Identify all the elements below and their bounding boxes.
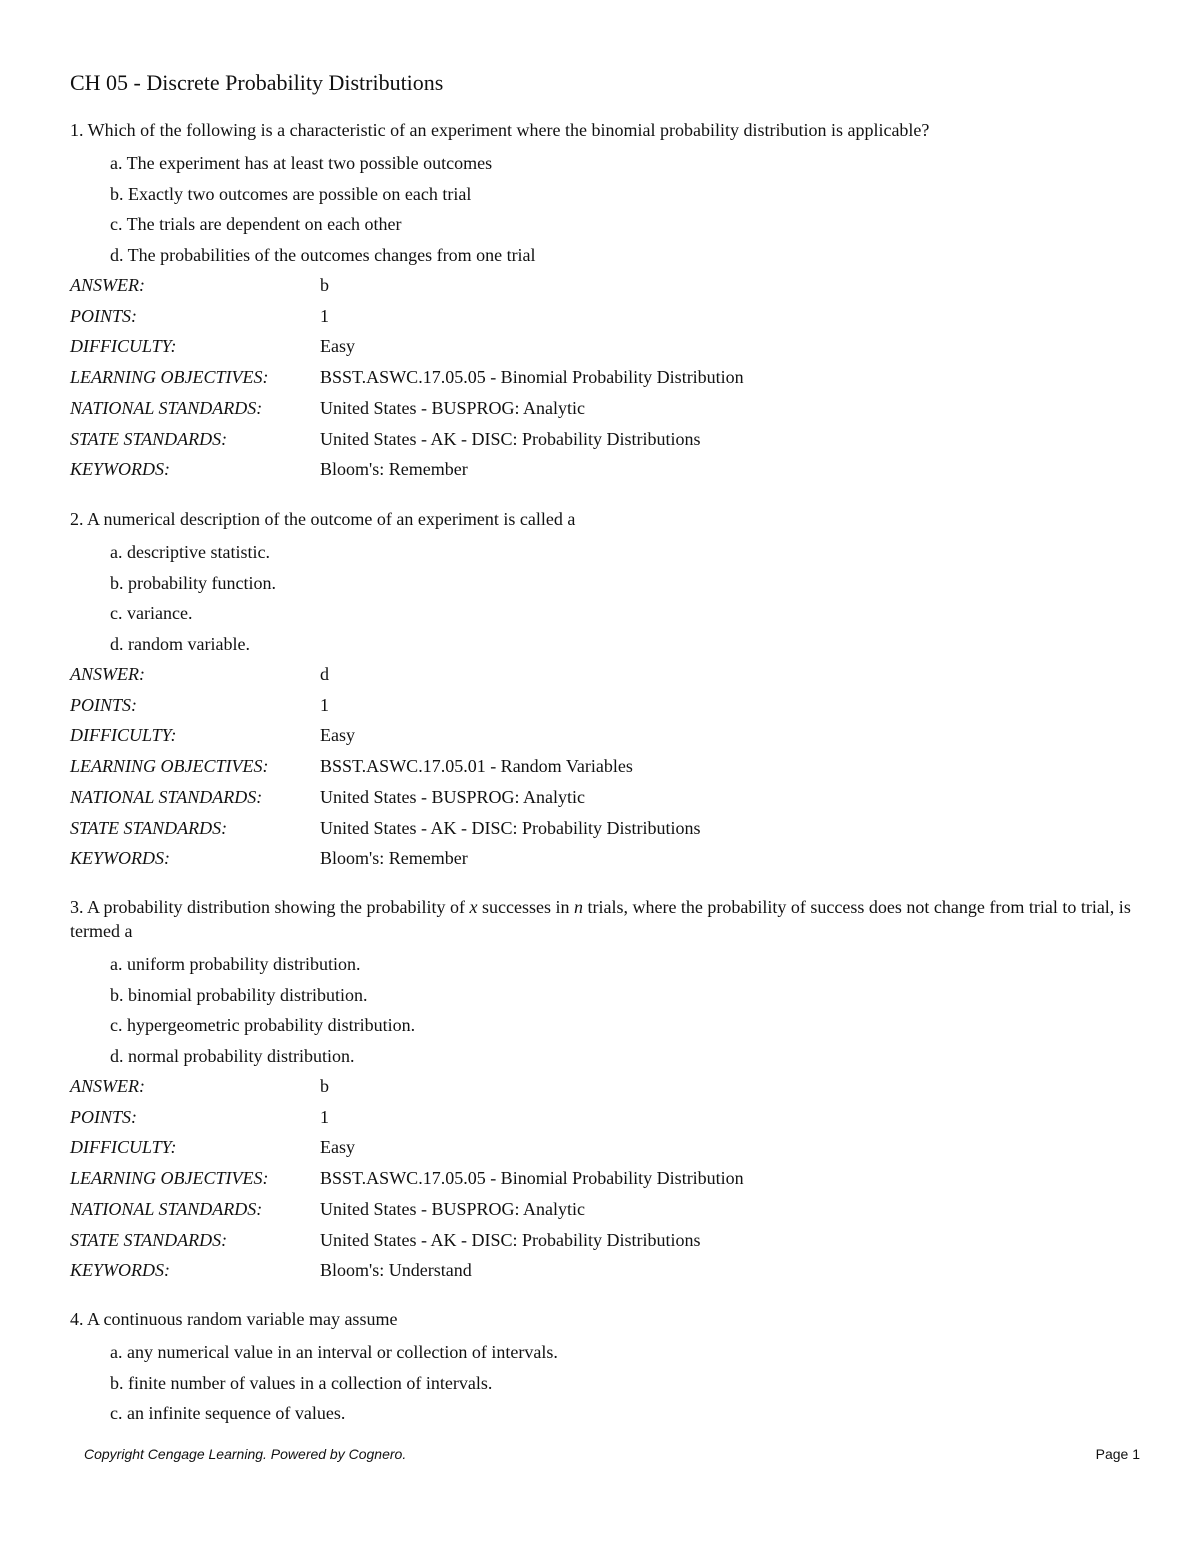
meta-label: POINTS:	[70, 305, 137, 326]
meta-value: United States - BUSPROG: Analytic	[320, 1198, 585, 1219]
choice-a: a. The experiment has at least two possible outcomes	[110, 153, 493, 173]
meta-state-standards	[70, 1225, 1140, 1256]
question-metadata	[70, 270, 1140, 485]
question-4	[70, 1307, 1140, 1429]
meta-value: Easy	[320, 336, 355, 357]
meta-value: Easy	[320, 1137, 355, 1158]
meta-label: POINTS:	[70, 694, 137, 715]
meta-label: STATE STANDARDS:	[70, 817, 228, 838]
choice-d: d. random variable.	[110, 633, 250, 654]
question-2	[70, 507, 1140, 874]
meta-value: d	[320, 664, 329, 684]
meta-label: LEARNING OBJECTIVES:	[70, 367, 269, 388]
meta-label: STATE STANDARDS:	[70, 1229, 228, 1250]
copyright-text: Copyright Cengage Learning. Powered by Cognero.	[84, 1446, 407, 1462]
meta-points	[70, 301, 1140, 332]
choice-c: c. The trials are dependent on each other	[110, 214, 402, 234]
meta-label: LEARNING OBJECTIVES:	[70, 1168, 269, 1189]
meta-value: Bloom's: Understand	[320, 1260, 472, 1281]
stem-text: trials, where the probability of success does not change from trial to trial, is termed a	[70, 897, 1131, 941]
meta-label: NATIONAL STANDARDS:	[70, 786, 263, 807]
choice-a: a. any numerical value in an interval or collection of intervals.	[110, 1342, 558, 1362]
choice-list	[70, 949, 1140, 1071]
meta-keywords	[70, 454, 1140, 485]
meta-value: United States - AK - DISC: Probability Distributions	[320, 428, 701, 449]
choice-d: d. The probabilities of the outcomes changes from one trial	[110, 244, 536, 265]
meta-value: 1	[320, 694, 329, 715]
meta-value: 1	[320, 1106, 329, 1127]
meta-value: BSST.ASWC.17.05.01 - Random Variables	[320, 756, 633, 777]
choice-c: c. hypergeometric probability distribution.	[110, 1015, 416, 1035]
meta-value: Bloom's: Remember	[320, 459, 468, 480]
document-title: CH 05 - Discrete Probability Distributions	[70, 70, 444, 95]
meta-keywords	[70, 1255, 1140, 1286]
question-stem	[70, 895, 1140, 943]
choice-b: b. finite number of values in a collection of intervals.	[110, 1372, 493, 1393]
meta-label: KEYWORDS:	[70, 1260, 170, 1281]
choice-list	[70, 148, 1140, 270]
meta-difficulty	[70, 720, 1140, 751]
question-stem: 1. Which of the following is a characteristic of an experiment where the binomial probability distribution is applicable?	[70, 120, 930, 140]
meta-answer	[70, 659, 1140, 690]
meta-value: Bloom's: Remember	[320, 848, 468, 869]
question-stem: 4. A continuous random variable may assume	[70, 1309, 398, 1329]
meta-national-standards	[70, 1194, 1140, 1225]
meta-value: United States - AK - DISC: Probability Distributions	[320, 817, 701, 838]
question-stem: 2. A numerical description of the outcome of an experiment is called a	[70, 509, 576, 529]
meta-label: STATE STANDARDS:	[70, 428, 228, 449]
question-metadata	[70, 1071, 1140, 1286]
meta-label: ANSWER:	[70, 1076, 145, 1096]
page-footer	[84, 1446, 1140, 1462]
meta-value: United States - BUSPROG: Analytic	[320, 397, 585, 418]
meta-value: United States - AK - DISC: Probability Distributions	[320, 1229, 701, 1250]
choice-list	[70, 1337, 1140, 1429]
meta-value: United States - BUSPROG: Analytic	[320, 786, 585, 807]
meta-label: DIFFICULTY:	[70, 725, 177, 746]
meta-national-standards	[70, 393, 1140, 424]
meta-value: Easy	[320, 725, 355, 746]
question-3	[70, 895, 1140, 1286]
meta-value: b	[320, 1076, 329, 1096]
meta-state-standards	[70, 424, 1140, 455]
variable-n: n	[573, 897, 583, 917]
choice-c: c. an infinite sequence of values.	[110, 1403, 346, 1423]
question-metadata	[70, 659, 1140, 874]
meta-points	[70, 690, 1140, 721]
meta-label: DIFFICULTY:	[70, 1137, 177, 1158]
meta-label: DIFFICULTY:	[70, 336, 177, 357]
choice-b: b. Exactly two outcomes are possible on each trial	[110, 183, 472, 204]
choice-b: b. binomial probability distribution.	[110, 984, 368, 1005]
meta-label: NATIONAL STANDARDS:	[70, 397, 263, 418]
meta-learning-objectives	[70, 1163, 1140, 1194]
meta-difficulty	[70, 331, 1140, 362]
meta-label: LEARNING OBJECTIVES:	[70, 756, 269, 777]
stem-text: 3. A probability distribution showing the probability of	[70, 897, 470, 917]
meta-value: BSST.ASWC.17.05.05 - Binomial Probability Distribution	[320, 367, 744, 388]
question-1	[70, 118, 1140, 485]
meta-state-standards	[70, 813, 1140, 844]
meta-value: 1	[320, 305, 329, 326]
meta-learning-objectives	[70, 362, 1140, 393]
meta-label: NATIONAL STANDARDS:	[70, 1198, 263, 1219]
meta-learning-objectives	[70, 751, 1140, 782]
meta-difficulty	[70, 1132, 1140, 1163]
page-number: Page 1	[1095, 1446, 1140, 1462]
meta-label: POINTS:	[70, 1106, 137, 1127]
choice-a: a. uniform probability distribution.	[110, 954, 361, 974]
meta-label: ANSWER:	[70, 664, 145, 684]
meta-points	[70, 1102, 1140, 1133]
meta-keywords	[70, 843, 1140, 874]
meta-answer	[70, 1071, 1140, 1102]
meta-value: BSST.ASWC.17.05.05 - Binomial Probability Distribution	[320, 1168, 744, 1189]
choice-d: d. normal probability distribution.	[110, 1045, 355, 1066]
stem-text: successes in	[477, 897, 574, 917]
meta-national-standards	[70, 782, 1140, 813]
choice-b: b. probability function.	[110, 572, 276, 593]
choice-list	[70, 537, 1140, 659]
meta-label: KEYWORDS:	[70, 459, 170, 480]
choice-c: c. variance.	[110, 603, 193, 623]
meta-value: b	[320, 275, 329, 295]
meta-answer	[70, 270, 1140, 301]
meta-label: KEYWORDS:	[70, 848, 170, 869]
meta-label: ANSWER:	[70, 275, 145, 295]
choice-a: a. descriptive statistic.	[110, 542, 270, 562]
variable-x: x	[469, 897, 478, 917]
